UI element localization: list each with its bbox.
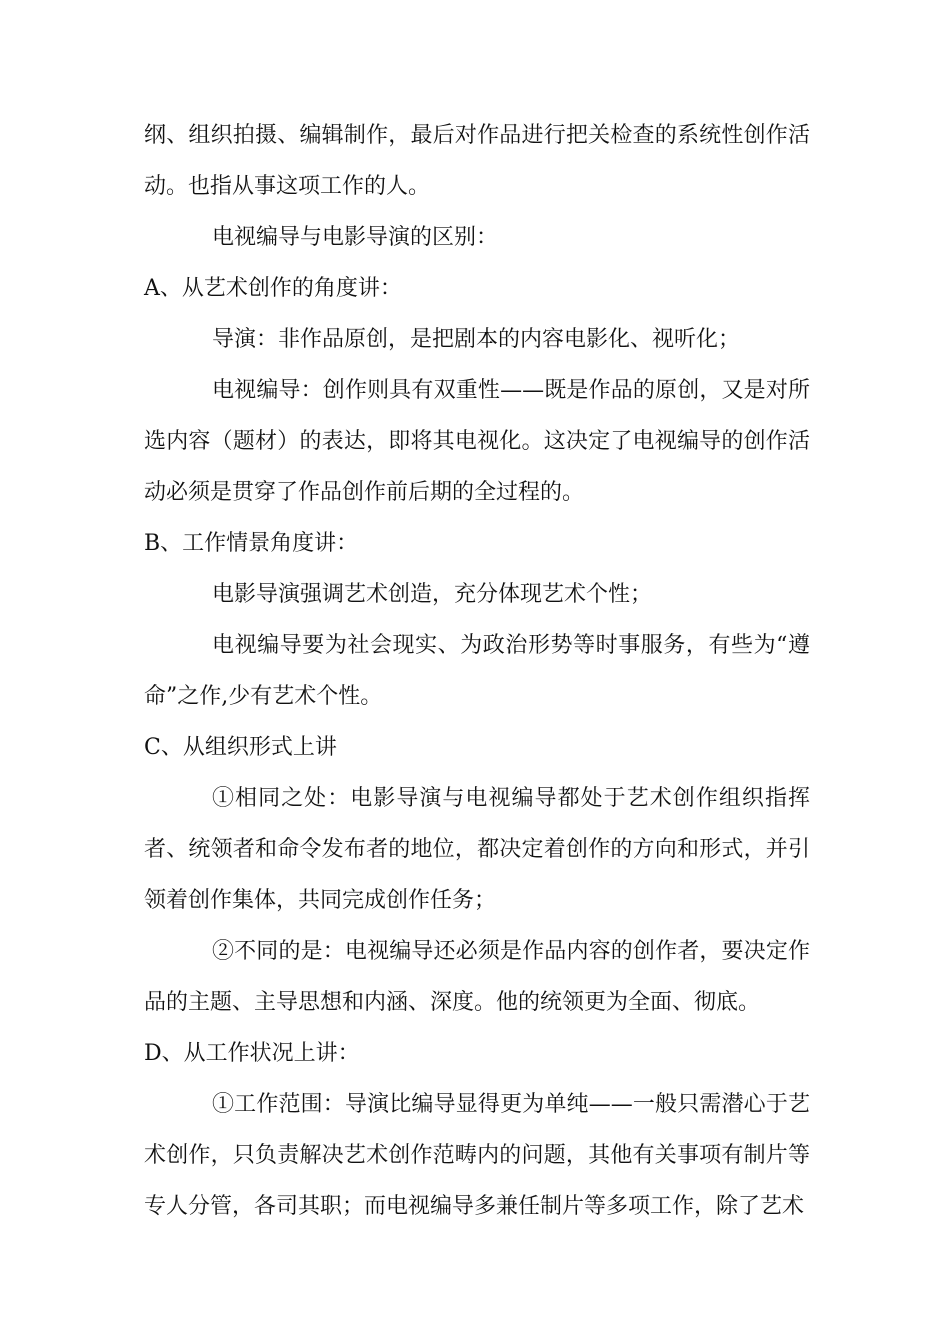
paragraph-tv-director-dual: 电视编导：创作则具有双重性——既是作品的原创，又是对所选内容（题材）的表达，即将其电视化。这决定了电视编导的创作活动必须是贯穿了作品创作前后期的全过程的。 — [144, 378, 810, 505]
paragraph-section-intro: 电视编导与电影导演的区别： — [212, 225, 499, 250]
paragraph-similarities: ①相同之处：电影导演与电视编导都处于艺术创作组织指挥者、统领者和命令发布者的地位，都决定着创作的方向和形式，并引领着创作集体，共同完成创作任务； — [144, 786, 810, 913]
heading-d: D、从工作状况上讲： — [144, 1041, 360, 1066]
heading-c: C、从组织形式上讲 — [144, 735, 337, 760]
paragraph-director-origin: 导演：非作品原创，是把剧本的内容电影化、视听化； — [212, 327, 741, 352]
paragraph-film-artistry: 电影导演强调艺术创造，充分体现艺术个性； — [212, 582, 653, 607]
paragraph-tv-service: 电视编导要为社会现实、为政治形势等时事服务，有些为“遵命”之作,少有艺术个性。 — [144, 633, 810, 709]
paragraph-differences: ②不同的是：电视编导还必须是作品内容的创作者，要决定作品的主题、主导思想和内涵、深度。他的统领更为全面、彻底。 — [144, 939, 810, 1015]
heading-a: A、从艺术创作的角度讲： — [144, 276, 402, 301]
paragraph-continuation: 纲、组织拍摄、编辑制作，最后对作品进行把关检查的系统性创作活动。也指从事这项工作的人。 — [144, 123, 810, 199]
document-body — [144, 110, 810, 1232]
paragraph-work-scope: ①工作范围：导演比编导显得更为单纯——一般只需潜心于艺术创作，只负责解决艺术创作范畴内的问题，其他有关事项有制片等专人分管，各司其职；而电视编导多兼任制片等多项工作，除了艺术 — [144, 1092, 810, 1219]
heading-b: B、工作情景角度讲： — [144, 531, 359, 556]
